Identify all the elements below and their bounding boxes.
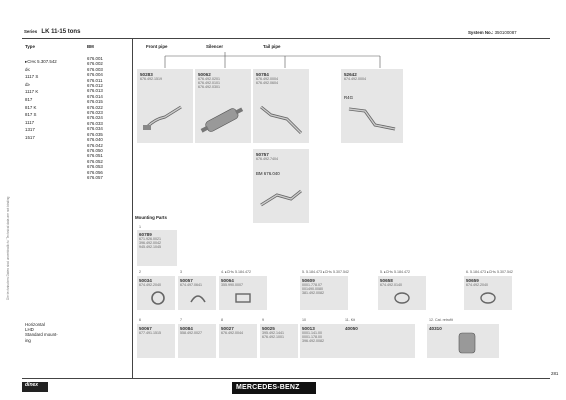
- mount-index: 6. 5.184.473 ▸CH≤ 5.307.542: [466, 270, 513, 274]
- mount-index: 6: [139, 318, 141, 322]
- part-number: 676.492.0044: [221, 331, 243, 335]
- mount-index: 10: [302, 318, 306, 322]
- part-code: 50013: [302, 326, 315, 331]
- series-header: [24, 29, 80, 35]
- mount-index: 5. 5.184.473 ▸CH≤ 5.307.542: [302, 270, 349, 274]
- footer-rule: [22, 378, 550, 379]
- dinex-logo: [22, 380, 48, 392]
- part-card-front-pipe[interactable]: [137, 69, 193, 143]
- mount-card-1[interactable]: [137, 230, 177, 266]
- mount-index: 1: [139, 225, 141, 229]
- mount-index: 5. ▸CH≤ 5.184.472: [380, 270, 410, 274]
- bm-item: 676.024: [87, 115, 103, 121]
- system-value: 350100087: [494, 30, 517, 35]
- series-value: LK 11-15 tons: [41, 29, 81, 35]
- type-list: [25, 58, 57, 142]
- part-number: 676.492.0301: [198, 85, 220, 89]
- part-number: 676.492.7404: [256, 157, 278, 161]
- bm-item: 676.015: [87, 99, 103, 105]
- group-front-pipe: Front pipe: [146, 44, 168, 49]
- part-number: 674.492.0004: [344, 77, 366, 81]
- part-number: 677.491.1515: [139, 331, 161, 335]
- mount-card-13[interactable]: [343, 324, 415, 358]
- mounting-title: Mounting Parts: [135, 215, 167, 220]
- bm-item: 676.004: [87, 72, 103, 78]
- mount-card-10[interactable]: [219, 324, 257, 358]
- mount-card-11[interactable]: [260, 324, 298, 358]
- silencer-illustration: [199, 101, 247, 139]
- type-item: 1317: [25, 127, 35, 133]
- bm-item: 676.056: [87, 169, 103, 175]
- legend-line: Standard mount-: [25, 332, 58, 338]
- type-item: 1517: [25, 134, 35, 140]
- part-code: 50283: [140, 72, 153, 77]
- part-card-silencer[interactable]: [195, 69, 251, 143]
- type-item: 817: [25, 96, 33, 102]
- part-number: 676.492.1519: [140, 77, 162, 81]
- part-number: 355.990.0007: [221, 283, 243, 287]
- legend-line: Horizontal: [25, 322, 45, 327]
- part-code: 50067: [139, 326, 152, 331]
- part-card-tail-pipe-bm[interactable]: [253, 149, 309, 223]
- part-code: 50659: [466, 278, 479, 283]
- mount-index: 12. Cat. retrofit: [429, 318, 453, 322]
- bm-item: 676.057: [87, 174, 103, 180]
- mount-card-4[interactable]: [219, 276, 267, 310]
- mount-card-6[interactable]: [378, 276, 426, 310]
- bm-item: 676.014: [87, 93, 103, 99]
- mount-card-3[interactable]: [178, 276, 216, 310]
- part-code: 50064: [221, 278, 234, 283]
- tail-pipe-illustration: [257, 99, 305, 139]
- part-code: 50034: [139, 278, 152, 283]
- bm-item: 676.012: [87, 83, 103, 89]
- part-number: 676.492.0604: [256, 81, 278, 85]
- mount-card-12[interactable]: [300, 324, 348, 358]
- part-number: 001490.0080: [302, 287, 323, 291]
- part-card-tail-pipe[interactable]: [253, 69, 309, 143]
- part-code: 50658: [380, 278, 393, 283]
- part-code: 60789: [139, 232, 152, 237]
- bm-item: 676.052: [87, 158, 103, 164]
- part-code: 50057: [180, 278, 193, 283]
- bm-list: [87, 56, 103, 180]
- mount-card-7[interactable]: [464, 276, 512, 310]
- mount-index: 9: [262, 318, 264, 322]
- part-number: 396.492.0082: [302, 339, 324, 343]
- type-item: 1117 S: [25, 74, 39, 80]
- type-item: d≥: [25, 81, 30, 87]
- sidebar-note-text: Die technischen Daten sind unverbindlich / Technical data are not binding: [6, 196, 10, 300]
- part-number: 674.492.2040: [139, 283, 161, 287]
- bm-item: 676.034: [87, 126, 103, 132]
- mount-index: 7: [180, 318, 182, 322]
- part-code: 40050: [345, 326, 358, 331]
- column-divider: [132, 38, 133, 378]
- part-card-tail-pipe-rhd[interactable]: [341, 69, 403, 143]
- clamp-illustration: [149, 290, 167, 306]
- part-code: 50757: [256, 152, 269, 157]
- part-number: 674.492.2040: [466, 283, 488, 287]
- brand-banner: [232, 382, 316, 394]
- bm-item: 676.013: [87, 88, 103, 94]
- bm-item: 676.051: [87, 153, 103, 159]
- bm-item: 676.011: [87, 77, 103, 83]
- dinex-logo-text: dinex: [25, 382, 39, 388]
- group-silencer: Silencer: [206, 44, 224, 49]
- part-number: 676.492.0004: [256, 77, 278, 81]
- mount-card-8[interactable]: [137, 324, 175, 358]
- type-item: 817 K: [25, 104, 37, 110]
- bm-item: 676.050: [87, 147, 103, 153]
- type-item: d≤: [25, 66, 30, 72]
- part-tag: BM 676.040: [256, 171, 280, 176]
- part-code: 40310: [429, 326, 442, 331]
- legend-line: ing: [25, 337, 31, 343]
- mount-index: 4. ▸CH≤ 5.184.472: [221, 270, 251, 274]
- part-code: 50084: [180, 326, 193, 331]
- bm-item: 676.022: [87, 104, 103, 110]
- part-code: 52642: [344, 72, 357, 77]
- part-number: 674.497.0641: [180, 283, 202, 287]
- part-number: 676.492.0101: [198, 81, 220, 85]
- bm-item: 676.035: [87, 131, 103, 137]
- bm-item: 676.002: [87, 61, 103, 67]
- type-item: ▸CH≤ 5.307.542: [25, 59, 57, 64]
- type-item: 817 S: [25, 112, 37, 118]
- part-number: 671.926.0021: [139, 237, 161, 241]
- part-tag: R4G: [344, 95, 354, 100]
- front-pipe-illustration: [141, 97, 189, 137]
- part-number: 396.492.0042: [139, 241, 161, 245]
- part-code: 50062: [198, 72, 211, 77]
- series-label: Series: [24, 29, 38, 34]
- bm-item: 676.023: [87, 110, 103, 116]
- type-item: 1117 K: [25, 89, 39, 95]
- mount-card-9[interactable]: [178, 324, 216, 358]
- mount-index: 11. Kit: [345, 318, 355, 322]
- type-item: 1117: [25, 119, 35, 125]
- part-number: 676.492.0201: [198, 77, 220, 81]
- mount-card-14[interactable]: [427, 324, 499, 358]
- part-number: 0001.178.00: [302, 335, 322, 339]
- part-code: 50784: [256, 72, 269, 77]
- bm-item: 676.033: [87, 120, 103, 126]
- gasket-illustration: [478, 290, 498, 306]
- bracket-illustration: [233, 290, 253, 306]
- part-number: 676.492.1001: [262, 335, 284, 339]
- system-label: System No.:: [468, 30, 494, 35]
- mount-index: 3: [180, 270, 182, 274]
- part-code: 50025: [262, 326, 275, 331]
- system-number: [468, 30, 517, 35]
- part-number: 674.492.0140: [380, 283, 402, 287]
- legend-line: LHD: [25, 327, 34, 333]
- bm-header: BM: [87, 44, 94, 49]
- part-number: 381.492.0082: [302, 291, 324, 295]
- part-number: 0001.141.00: [302, 331, 322, 335]
- type-header: Type: [25, 44, 35, 49]
- tail-pipe-rhd-illustration: [345, 99, 399, 139]
- clamp-illustration: [188, 290, 208, 306]
- mount-index: 8: [221, 318, 223, 322]
- part-number: 558.492.0027: [180, 331, 202, 335]
- bm-item: 676.040: [87, 137, 103, 143]
- bm-item: 676.042: [87, 142, 103, 148]
- mount-card-2[interactable]: [137, 276, 175, 310]
- part-code: 50027: [221, 326, 234, 331]
- part-number: 395.492.1441: [262, 331, 284, 335]
- part-number: 0001.778.07: [302, 283, 322, 287]
- part-code: 50609: [302, 278, 315, 283]
- mount-index: 2: [139, 270, 141, 274]
- catalyst-illustration: [455, 330, 479, 356]
- bm-item: 676.003: [87, 66, 103, 72]
- brand-name: MERCEDES-BENZ: [236, 383, 300, 391]
- gasket-illustration: [392, 290, 412, 306]
- group-tail-pipe: Tail pipe: [263, 44, 281, 49]
- sidebar-note: [6, 40, 12, 300]
- bm-item: 676.053: [87, 164, 103, 170]
- part-number: 945.492.1045: [139, 245, 161, 249]
- page-number: 281: [551, 371, 559, 376]
- tail-pipe-bm-illustration: [257, 181, 305, 219]
- legend: [25, 322, 58, 343]
- header-rule: [22, 38, 550, 39]
- mount-card-5[interactable]: [300, 276, 348, 310]
- bm-item: 676.001: [87, 56, 103, 61]
